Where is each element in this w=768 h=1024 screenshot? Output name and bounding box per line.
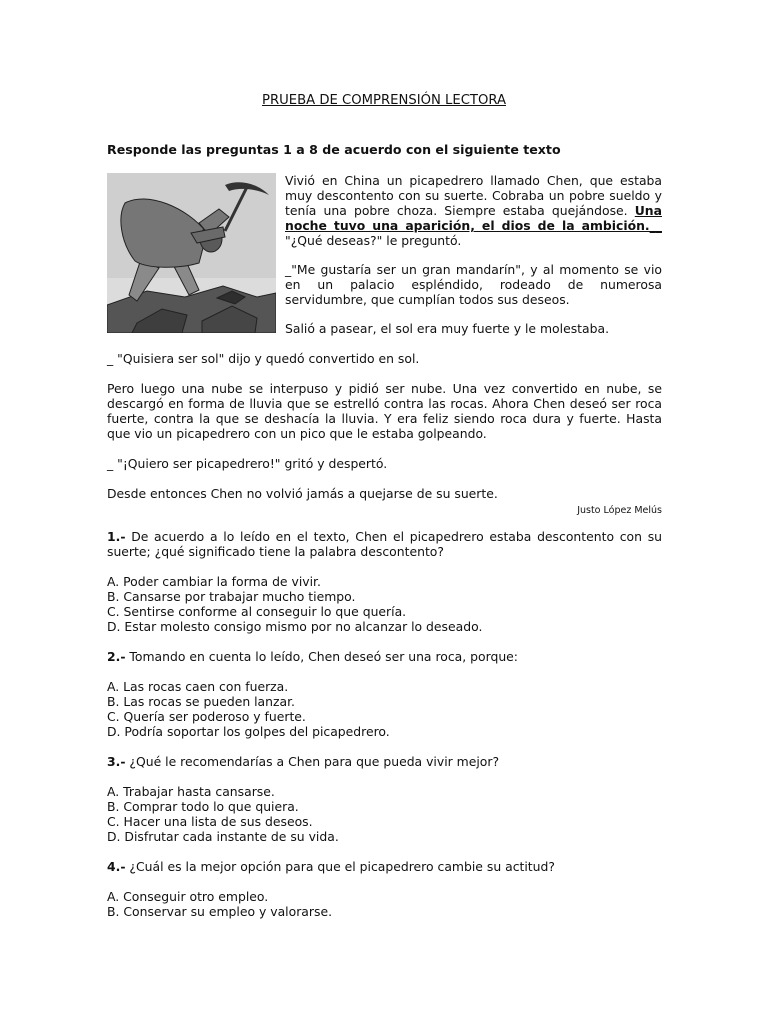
option: C. Quería ser poderoso y fuerte.	[107, 709, 306, 724]
option: D. Disfrutar cada instante de su vida.	[107, 829, 339, 844]
option: D. Estar molesto consigo mismo por no alcanzar lo deseado.	[107, 619, 483, 634]
options-2	[107, 679, 662, 739]
question-2: 2.- Tomando en cuenta lo leído, Chen deseó ser una roca, porque:	[107, 649, 518, 664]
option: B. Las rocas se pueden lanzar.	[107, 694, 295, 709]
option: A. Trabajar hasta cansarse.	[107, 784, 275, 799]
questions	[107, 529, 662, 934]
option: A. Poder cambiar la forma de vivir.	[107, 574, 321, 589]
instructions: Responde las preguntas 1 a 8 de acuerdo con el siguiente texto	[107, 142, 561, 157]
story-author: Justo López Melús	[577, 505, 662, 516]
option: D. Podría soportar los golpes del picapedrero.	[107, 724, 390, 739]
story-paragraph: _ "¡Quiero ser picapedrero!" gritó y despertó.	[107, 456, 388, 471]
options-3	[107, 784, 662, 844]
story-emphasis: Una noche tuvo una aparición, el dios de la ambición.__	[285, 203, 662, 233]
page-title: PRUEBA DE COMPRENSIÓN LECTORA	[262, 93, 506, 108]
story-paragraph: Salió a pasear, el sol era muy fuerte y le molestaba.	[285, 321, 610, 336]
option: A. Las rocas caen con fuerza.	[107, 679, 289, 694]
story-intro	[285, 173, 662, 350]
stonecutter-illustration	[107, 173, 276, 333]
option: C. Hacer una lista de sus deseos.	[107, 814, 313, 829]
options-4	[107, 889, 662, 919]
option: B. Cansarse por trabajar mucho tiempo.	[107, 589, 356, 604]
question-4: 4.- ¿Cuál es la mejor opción para que el picapedrero cambie su actitud?	[107, 859, 555, 874]
option: A. Conseguir otro empleo.	[107, 889, 269, 904]
options-1	[107, 574, 662, 634]
question-3: 3.- ¿Qué le recomendarías a Chen para que pueda vivir mejor?	[107, 754, 500, 769]
story-paragraph: Vivió en China un picapedrero llamado Chen, que estaba muy descontento con su suerte. Cobraba un pobre sueldo y tenía una pobre choza. Siempre estaba quejándose. Una noche tuvo una aparición, el dios de la ambición.__ "¿Qué deseas?" le preguntó.	[285, 173, 662, 248]
option: C. Sentirse conforme al conseguir lo que quería.	[107, 604, 407, 619]
option: B. Comprar todo lo que quiera.	[107, 799, 299, 814]
story-paragraph: _"Me gustaría ser un gran mandarín", y al momento se vio en un palacio espléndido, rodeado de numerosa servidumbre, que cumplían todos sus deseos.	[285, 262, 662, 307]
story-body	[107, 351, 662, 516]
question-1: 1.- De acuerdo a lo leído en el texto, Chen el picapedrero estaba descontento con su suerte; ¿qué significado tiene la palabra descontento?	[107, 529, 662, 559]
story-paragraph: _ "Quisiera ser sol" dijo y quedó convertido en sol.	[107, 351, 420, 366]
story-paragraph: Pero luego una nube se interpuso y pidió ser nube. Una vez convertido en nube, se descargó en forma de lluvia que se estrelló contra las rocas. Ahora Chen deseó ser roca fuerte, contra la que se deshacía la lluvia. Y era feliz siendo roca dura y fuerte. Hasta que vio un picapedrero con un pico que le estaba golpeando.	[107, 381, 662, 441]
option: B. Conservar su empleo y valorarse.	[107, 904, 333, 919]
story-paragraph: Desde entonces Chen no volvió jamás a quejarse de su suerte.	[107, 486, 498, 501]
